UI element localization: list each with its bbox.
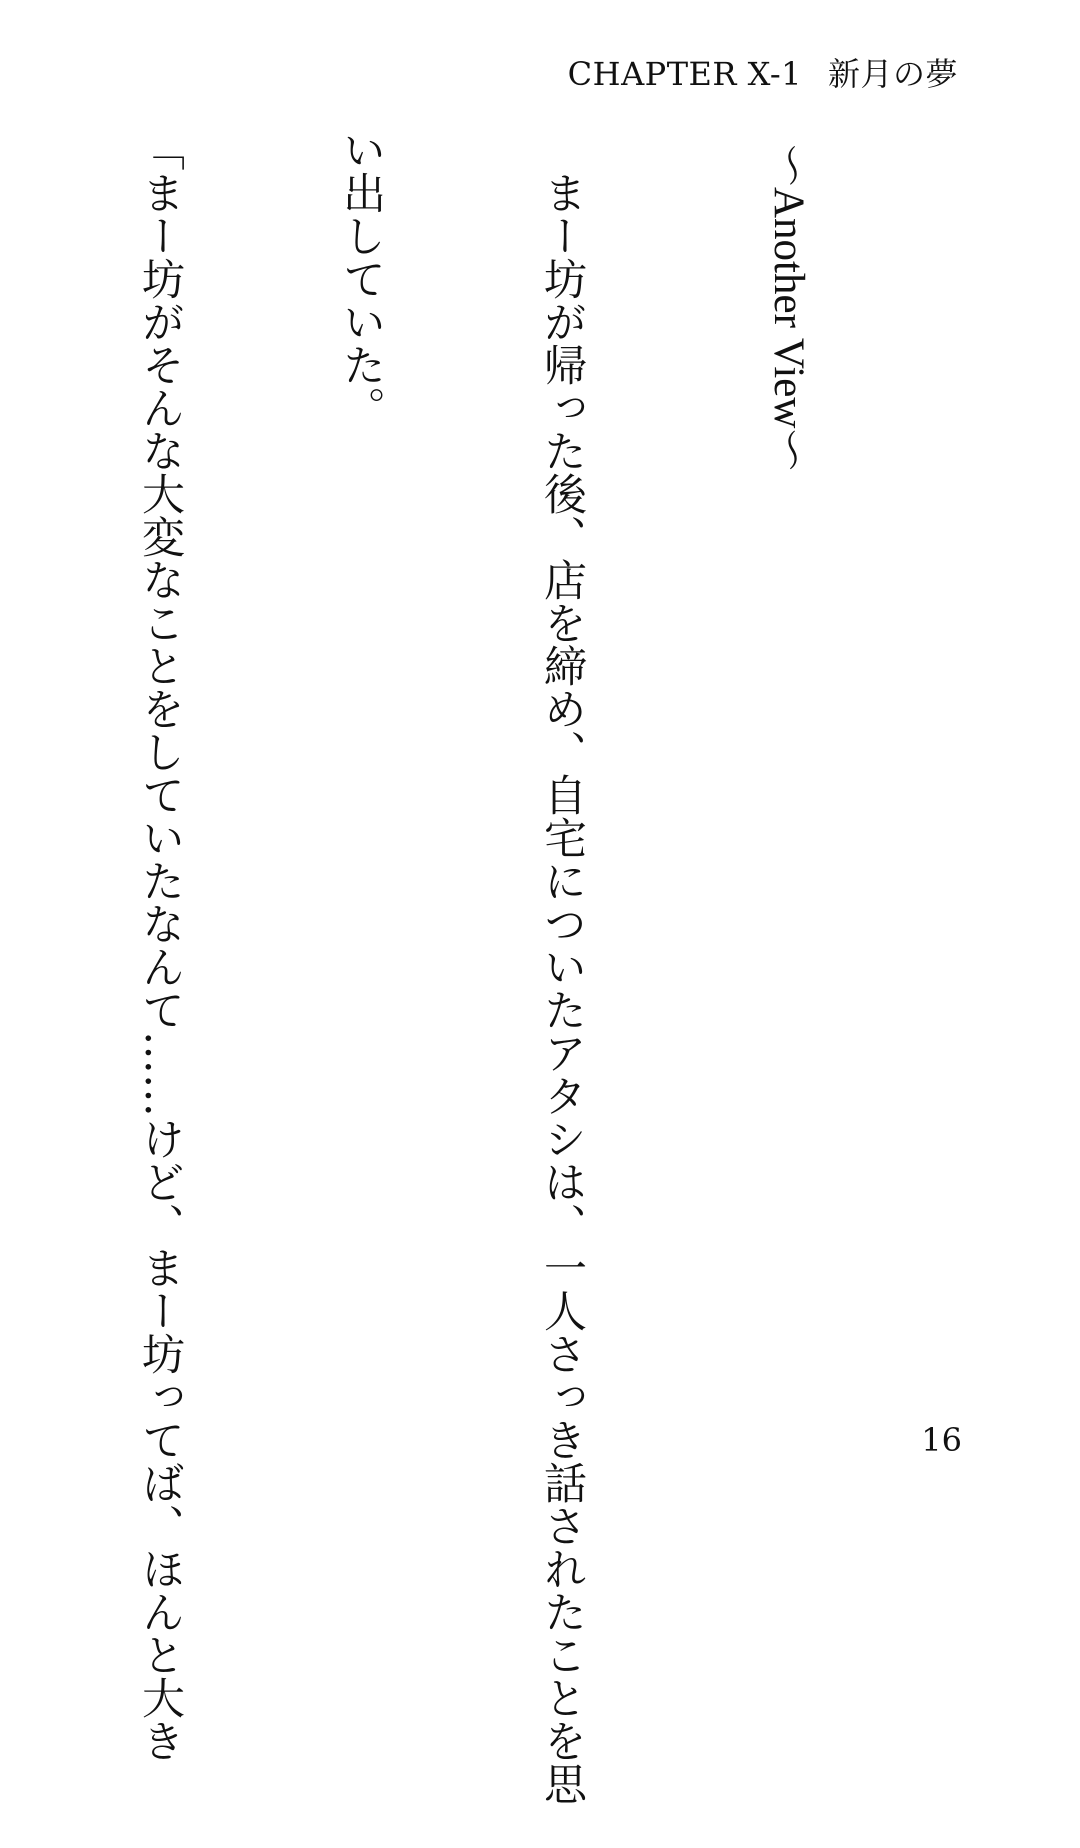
text-line: い出していた。 (336, 128, 386, 429)
text-line: 「まー坊がそんな大変なことをしていたなんて……けど、まー坊ってば、ほんと大き (135, 128, 185, 1762)
running-header (567, 55, 958, 93)
page-number: 16 (921, 1421, 962, 1459)
section-title: ～Another View～ (765, 144, 812, 472)
text-line: まー坊が帰った後、店を締め、自宅についたアタシは、一人さっき話されたことを思 (537, 128, 587, 1805)
chapter-title: 新月の夢 (827, 55, 958, 93)
body-text (0, 128, 956, 1805)
chapter-label: CHAPTER X-1 (567, 55, 802, 93)
